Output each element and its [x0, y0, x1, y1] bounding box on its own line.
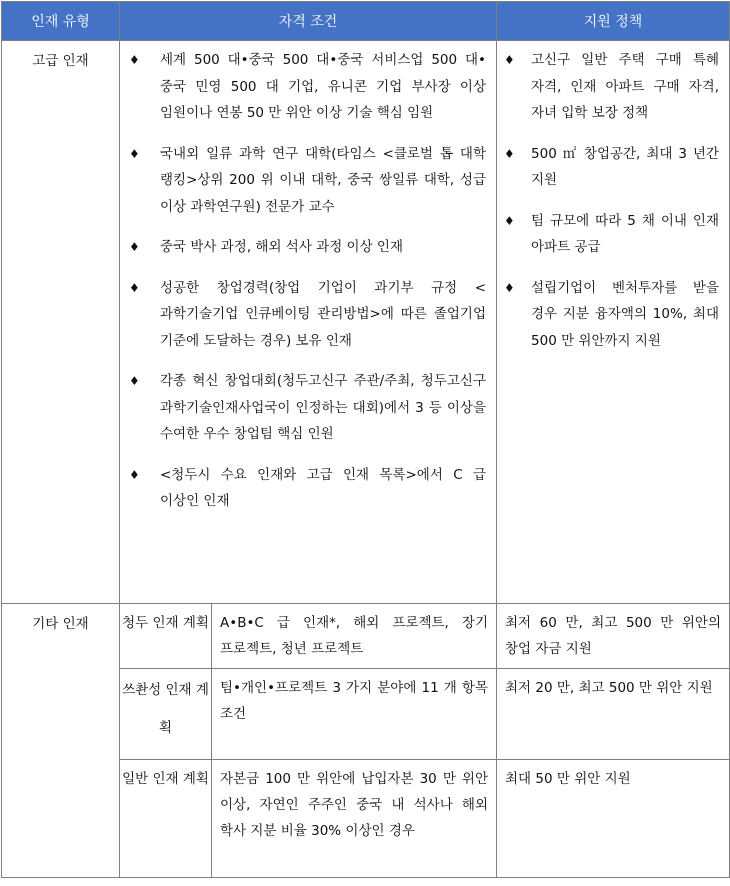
condition-item [120, 368, 486, 448]
condition-item-text: 중국 박사 과정, 해외 석사 과정 이상 인재 [160, 239, 403, 255]
bullet-icon: ♦ [504, 280, 515, 295]
header-qualification: 자격 조건 [120, 2, 497, 41]
condition-item-text: 국내외 일류 과학 연구 대학(타임스 <클로벌 톱 대학 랭킹>상위 200 위 이내 대학, 중국 쌍일류 대학, 성급 이상 과학연구원) 전문가 교수 [160, 145, 487, 215]
policy-item [497, 47, 719, 127]
policy-item [497, 275, 719, 355]
condition-item [120, 234, 486, 261]
condition-list [120, 41, 496, 515]
sub-type-label-text: 쓰촨성 인재 계획 [122, 682, 209, 736]
high-talent-row [2, 41, 730, 604]
bullet-icon: ♦ [129, 53, 140, 67]
sub-type-label [120, 669, 212, 760]
policy-item-text: 고신구 일반 주택 구매 특혜 자격, 인재 아파트 구매 자격, 자녀 입학 보장 정책 [531, 52, 720, 121]
sub-type-policy: 최저 20 만, 최고 500 만 위안 지원 [497, 669, 730, 760]
high-talent-type: 고급 인재 [2, 41, 120, 604]
condition-item-text: 각종 혁신 창업대회(청두고신구 주관/주최, 청두고신구 과학기술인재사업국이 인정하는 대회)에서 3 등 이상을 수여한 우수 창업팀 핵심 인원 [160, 373, 487, 442]
condition-item [120, 141, 486, 221]
bullet-icon: ♦ [129, 280, 140, 295]
sub-type-label: 청두 인재 계획 [120, 604, 212, 669]
sub-type-policy: 최대 50 만 위안 지원 [497, 760, 730, 878]
sub-type-condition: A•B•C 급 인재*, 해외 프로젝트, 장기 프로젝트, 청년 프로젝트 [212, 604, 497, 669]
sub-type-condition: 팀•개인•프로젝트 3 가지 분야에 11 개 항목 조건 [212, 669, 497, 760]
condition-item-text: <청두시 수요 인재와 고급 인재 목록>에서 C 급 이상인 인재 [160, 466, 487, 509]
policy-list [497, 41, 729, 354]
policy-item [497, 208, 719, 261]
sub-type-policy: 최저 60 만, 최고 500 만 위안의 창업 자금 지원 [497, 604, 730, 669]
header-talent-type: 인재 유형 [2, 2, 120, 41]
policy-item [497, 141, 719, 194]
header-row [2, 2, 730, 41]
condition-item [120, 462, 486, 515]
talent-policy-table [1, 1, 730, 878]
bullet-icon: ♦ [129, 467, 140, 482]
header-support-policy: 지원 정책 [497, 2, 730, 41]
bullet-icon: ♦ [129, 240, 140, 254]
policy-item-text: 팀 규모에 따라 5 채 이내 인재 아파트 공급 [531, 212, 720, 255]
high-talent-policies [497, 41, 730, 604]
sub-type-condition: 자본금 100 만 위안에 납입자본 30 만 위안 이상, 자연인 주주인 중국 내 석사나 해외 학사 지분 비율 30% 이상인 경우 [212, 760, 497, 878]
bullet-icon: ♦ [504, 146, 515, 161]
condition-item-text: 성공한 창업경력(창업 기업이 과기부 규정 <과학기술기업 인큐베이팅 관리방법>에 따른 졸업기업 기준에 도달하는 경우) 보유 인재 [160, 279, 487, 349]
bullet-icon: ♦ [129, 146, 140, 161]
condition-item [120, 275, 486, 355]
bullet-icon: ♦ [504, 53, 515, 67]
other-talent-row-1 [2, 604, 730, 669]
policy-item-text: 500 ㎡ 창업공간, 최대 3 년간 지원 [531, 145, 720, 188]
condition-item [120, 47, 486, 127]
other-talent-type: 기타 인재 [2, 604, 120, 878]
bullet-icon: ♦ [504, 213, 515, 228]
high-talent-conditions [120, 41, 497, 604]
sub-type-label: 일반 인재 계획 [120, 760, 212, 878]
condition-item-text: 세계 500 대•중국 500 대•중국 서비스업 500 대•중국 민영 500 대 기업, 유니콘 기업 부사장 이상 임원이나 연봉 50 만 위안 이상 기술 핵심 임원 [160, 52, 487, 121]
bullet-icon: ♦ [129, 374, 140, 388]
policy-item-text: 설립기업이 벤처투자를 받을 경우 지분 융자액의 10%, 최대 500 만 위안까지 지원 [531, 279, 720, 349]
